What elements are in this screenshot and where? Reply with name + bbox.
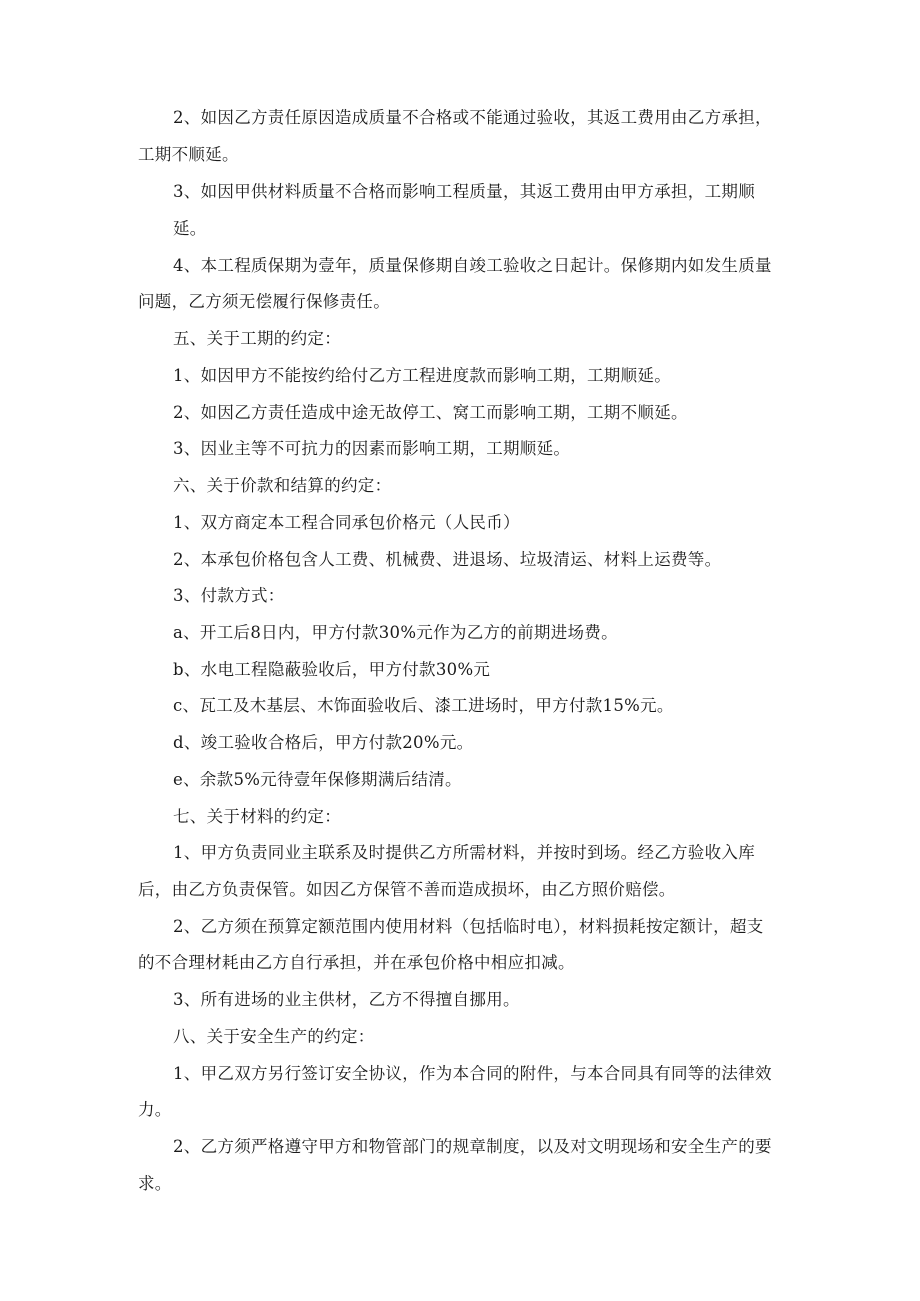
- paragraph-line: 3、付款方式：: [173, 586, 285, 605]
- paragraph-line: 延。: [173, 219, 207, 238]
- paragraph-line: a、开工后8日内，甲方付款30%元作为乙方的前期进场费。: [173, 623, 618, 642]
- section-heading: 六、关于价款和结算的约定：: [173, 476, 392, 495]
- paragraph-line: 3、因业主等不可抗力的因素而影响工期，工期顺延。: [173, 439, 571, 458]
- section-heading: 八、关于安全生产的约定：: [173, 1027, 375, 1046]
- section-heading: 七、关于材料的约定：: [173, 807, 341, 826]
- paragraph-line: 2、本承包价格包含人工费、机械费、进退场、垃圾清运、材料上运费等。: [173, 550, 722, 569]
- paragraph-line: 的不合理材耗由乙方自行承担，并在承包价格中相应扣减。: [138, 953, 575, 972]
- paragraph-line: 问题，乙方须无偿履行保修责任。: [138, 292, 390, 311]
- paragraph-line: 后，由乙方负责保管。如因乙方保管不善而造成损坏，由乙方照价赔偿。: [138, 880, 676, 899]
- paragraph-line: 2、如因乙方责任造成中途无故停工、窝工而影响工期，工期不顺延。: [173, 403, 688, 422]
- paragraph-line: 1、甲方负责同业主联系及时提供乙方所需材料，并按时到场。经乙方验收入库: [173, 843, 755, 862]
- paragraph-line: e、余款5%元待壹年保修期满后结清。: [173, 770, 462, 789]
- paragraph-line: 1、甲乙双方另行签订安全协议，作为本合同的附件，与本合同具有同等的法律效: [173, 1064, 772, 1083]
- paragraph-line: 4、本工程质保期为壹年，质量保修期自竣工验收之日起计。保修期内如发生质量: [173, 256, 772, 275]
- paragraph-line: 2、乙方须在预算定额范围内使用材料（包括临时电），材料损耗按定额计，超支: [173, 917, 764, 936]
- paragraph-line: 3、如因甲供材料质量不合格而影响工程质量，其返工费用由甲方承担，工期顺: [173, 182, 755, 201]
- paragraph-line: 1、双方商定本工程合同承包价格元（人民币）: [173, 513, 520, 532]
- paragraph-line: 力。: [138, 1100, 172, 1119]
- paragraph-line: 3、所有进场的业主供材，乙方不得擅自挪用。: [173, 990, 520, 1009]
- paragraph-line: 工期不顺延。: [138, 145, 239, 164]
- paragraph-line: 求。: [138, 1174, 172, 1193]
- section-heading: 五、关于工期的约定：: [173, 329, 341, 348]
- paragraph-line: d、竣工验收合格后，甲方付款20%元。: [173, 733, 474, 752]
- paragraph-line: b、水电工程隐蔽验收后，甲方付款30%元: [173, 660, 491, 679]
- paragraph-line: 2、如因乙方责任原因造成质量不合格或不能通过验收，其返工费用由乙方承担，: [173, 108, 772, 127]
- paragraph-line: 2、乙方须严格遵守甲方和物管部门的规章制度，以及对文明现场和安全生产的要: [173, 1137, 772, 1156]
- paragraph-line: 1、如因甲方不能按约给付乙方工程进度款而影响工期，工期顺延。: [173, 366, 671, 385]
- paragraph-line: c、瓦工及木基层、木饰面验收后、漆工进场时，甲方付款15%元。: [173, 696, 674, 715]
